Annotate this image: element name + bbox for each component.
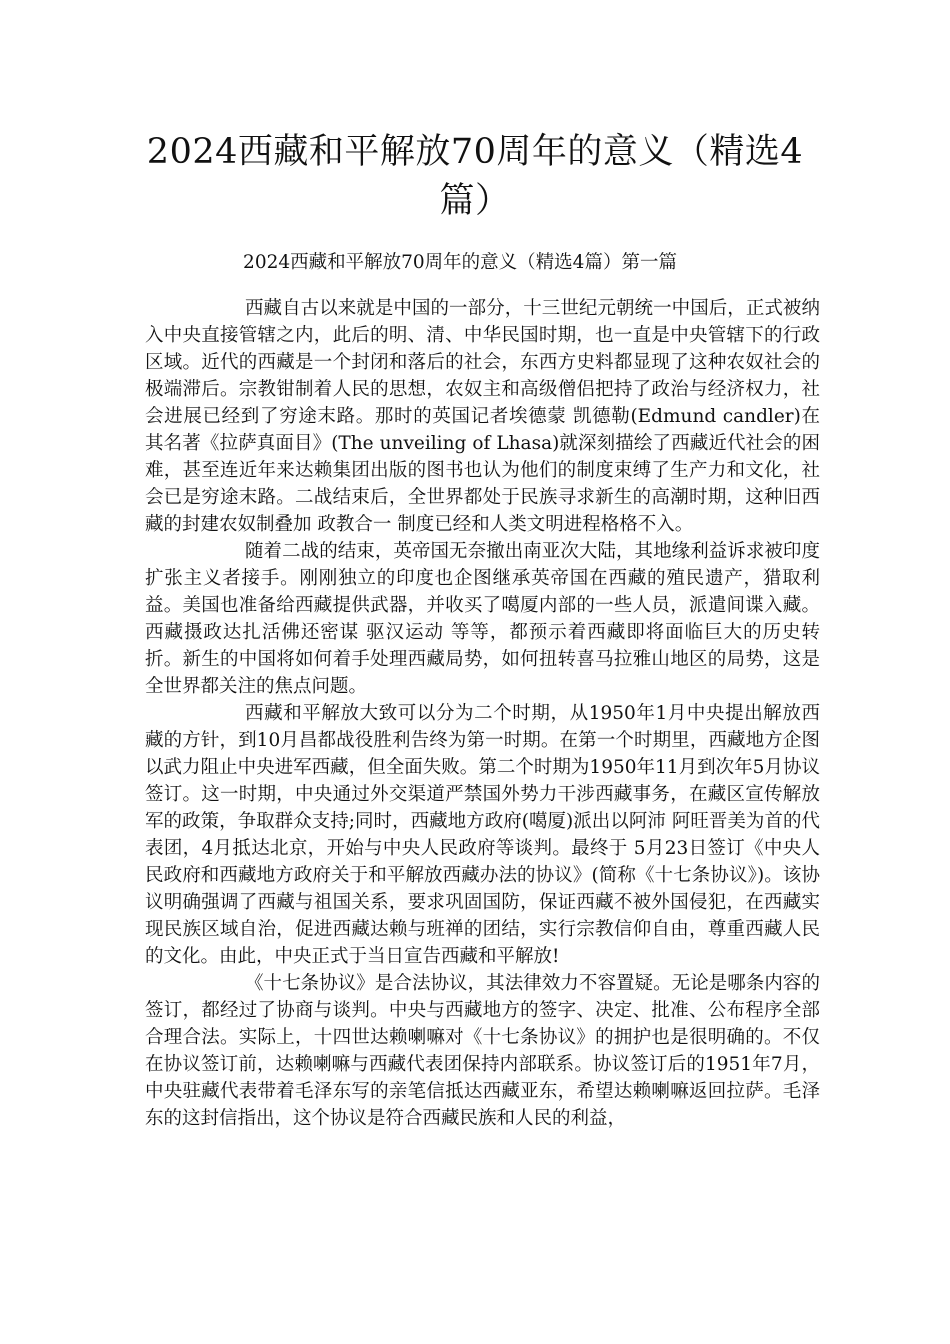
document-body	[145, 295, 820, 1132]
paragraph-4: 《十七条协议》是合法协议，其法律效力不容置疑。无论是哪条内容的签订，都经过了协商与谈判。中央与西藏地方的签字、决定、批准、公布程序全部合理合法。实际上，十四世达赖喇嘛对《十七条协议》的拥护也是很明确的。不仅在协议签订前，达赖喇嘛与西藏代表团保持内部联系。协议签订后的1951年7月，中央驻藏代表带着毛泽东写的亲笔信抵达西藏亚东，希望达赖喇嘛返回拉萨。毛泽东的这封信指出，这个协议是符合西藏民族和人民的利益，	[145, 973, 820, 1129]
document-title: 2024西藏和平解放70周年的意义（精选4篇）	[146, 132, 804, 221]
paragraph-1: 西藏自古以来就是中国的一部分，十三世纪元朝统一中国后，正式被纳入中央直接管辖之内，此后的明、清、中华民国时期，也一直是中央管辖下的行政区域。近代的西藏是一个封闭和落后的社会，东西方史料都显现了这种农奴社会的极端滞后。宗教钳制着人民的思想，农奴主和高级僧侣把持了政治与经济权力，社会进展已经到了穷途末路。那时的英国记者埃德蒙 凯德勒(Edmund candler)在其名著《拉萨真面目》(The unveiling of Lhasa)就深刻描绘了西藏近代社会的困难，甚至连近年来达赖集团出版的图书也认为他们的制度束缚了生产力和文化，社会已是穷途末路。二战结束后，全世界都处于民族寻求新生的高潮时期，这种旧西藏的封建农奴制叠加 政教合一 制度已经和人类文明进程格格不入。	[145, 298, 820, 535]
paragraph-2: 随着二战的结束，英帝国无奈撤出南亚次大陆，其地缘利益诉求被印度扩张主义者接手。刚刚独立的印度也企图继承英帝国在西藏的殖民遗产，猎取利益。美国也准备给西藏提供武器，并收买了噶厦内部的一些人员，派遣间谍入藏。西藏摄政达扎活佛还密谋 驱汉运动 等等，都预示着西藏即将面临巨大的历史转折。新生的中国将如何着手处理西藏局势，如何扭转喜马拉雅山地区的局势，这是全世界都关注的焦点问题。	[145, 541, 820, 697]
section-heading: 2024西藏和平解放70周年的意义（精选4篇）第一篇	[243, 252, 677, 273]
paragraph-3: 西藏和平解放大致可以分为二个时期，从1950年1月中央提出解放西藏的方针，到10月昌都战役胜利告终为第一时期。在第一个时期里，西藏地方企图以武力阻止中央进军西藏，但全面失败。第二个时期为1950年11月到次年5月协议签订。这一时期，中央通过外交渠道严禁国外势力干涉西藏事务，在藏区宣传解放军的政策，争取群众支持;同时，西藏地方政府(噶厦)派出以阿沛 阿旺晋美为首的代表团，4月抵达北京，开始与中央人民政府等谈判。最终于 5月23日签订《中央人民政府和西藏地方政府关于和平解放西藏办法的协议》(简称《十七条协议》)。该协议明确强调了西藏与祖国关系，要求巩固国防，保证西藏不被外国侵犯，在西藏实现民族区域自治，促进西藏达赖与班禅的团结，实行宗教信仰自由，尊重西藏人民的文化。由此，中央正式于当日宣告西藏和平解放!	[145, 703, 820, 967]
